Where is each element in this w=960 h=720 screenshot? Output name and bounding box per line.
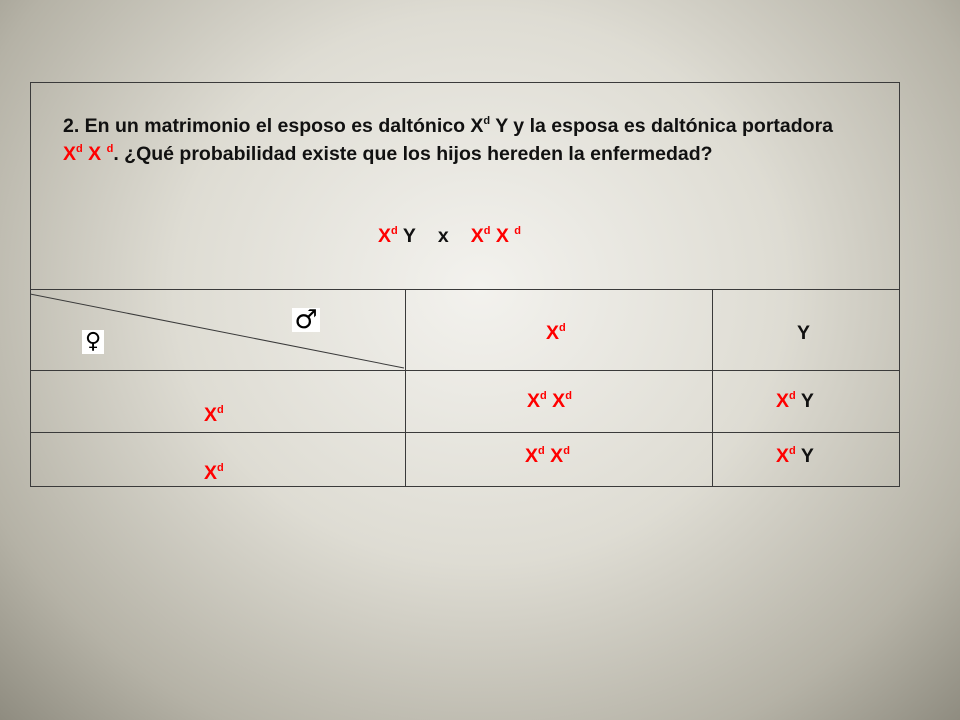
- cross-right-sup2: d: [514, 225, 522, 237]
- cross-right-x1: X: [470, 225, 484, 247]
- husband-genotype-x: X: [470, 115, 484, 137]
- cell-r2c1-b: X: [544, 445, 564, 467]
- wife-genotype-x2: X: [82, 143, 107, 165]
- genetic-cross: [378, 225, 598, 248]
- cell-r2c1-a: X: [525, 445, 539, 467]
- table-row-divider: [30, 432, 900, 433]
- cell-r1c2-b: Y: [795, 390, 814, 412]
- husband-genotype-y: Y: [490, 115, 508, 137]
- problem-part-2: y la esposa es daltónica portadora: [507, 115, 834, 137]
- cell-r1c1-b: X: [546, 390, 566, 412]
- cross-left-y: Y: [397, 225, 416, 247]
- cell-r1c2-a: X: [776, 390, 790, 412]
- row2-label-sup: d: [217, 462, 224, 474]
- row1-label-xd: [204, 404, 224, 427]
- cell-r2c2-b: Y: [795, 445, 814, 467]
- wife-genotype-x1: X: [63, 143, 77, 165]
- cross-operator: x: [437, 225, 449, 247]
- row2-label-base: X: [204, 462, 218, 484]
- row1-label-base: X: [204, 404, 218, 426]
- problem-part-3: . ¿Qué probabilidad existe que los hijos hereden la enfermedad?: [113, 143, 713, 165]
- problem-part-1: 2. En un matrimonio el esposo es daltónico: [63, 115, 471, 137]
- cell-r1c1: [527, 390, 572, 413]
- cell-r1c1-a: X: [527, 390, 541, 412]
- problem-statement: [63, 112, 853, 168]
- cell-r2c1: [525, 445, 570, 468]
- header-col-xd-sup: d: [559, 322, 566, 334]
- cross-right-x2: X: [490, 225, 515, 247]
- cell-r2c1-b-sup: d: [563, 445, 570, 457]
- female-symbol-box: [82, 330, 104, 354]
- cell-r1c1-b-sup: d: [565, 390, 572, 402]
- header-col-y: Y: [797, 322, 811, 344]
- cell-r1c2-a-sup: d: [789, 390, 796, 402]
- cell-r2c2-a: X: [776, 445, 790, 467]
- cell-r2c2: [776, 445, 814, 468]
- cell-r1c2: [776, 390, 814, 413]
- header-col-xd: [546, 322, 566, 345]
- husband-genotype-sup: d: [483, 115, 491, 127]
- wife-genotype-sup1: d: [76, 143, 83, 155]
- cell-r2c2-a-sup: d: [789, 445, 796, 457]
- cross-left-x: X: [378, 225, 392, 247]
- row1-label-sup: d: [217, 404, 224, 416]
- wife-genotype-sup2: d: [106, 143, 114, 155]
- male-symbol-box: [292, 305, 320, 335]
- table-col-divider-2: [712, 289, 713, 487]
- cell-r1c1-a-sup: d: [540, 390, 547, 402]
- female-icon: ♀: [84, 329, 102, 354]
- male-icon: ♂: [294, 305, 318, 335]
- cross-right-sup1: d: [483, 225, 491, 237]
- header-col-xd-base: X: [546, 322, 560, 344]
- row2-label-xd: [204, 462, 224, 485]
- cross-left-sup: d: [391, 225, 398, 237]
- cell-r2c1-a-sup: d: [538, 445, 545, 457]
